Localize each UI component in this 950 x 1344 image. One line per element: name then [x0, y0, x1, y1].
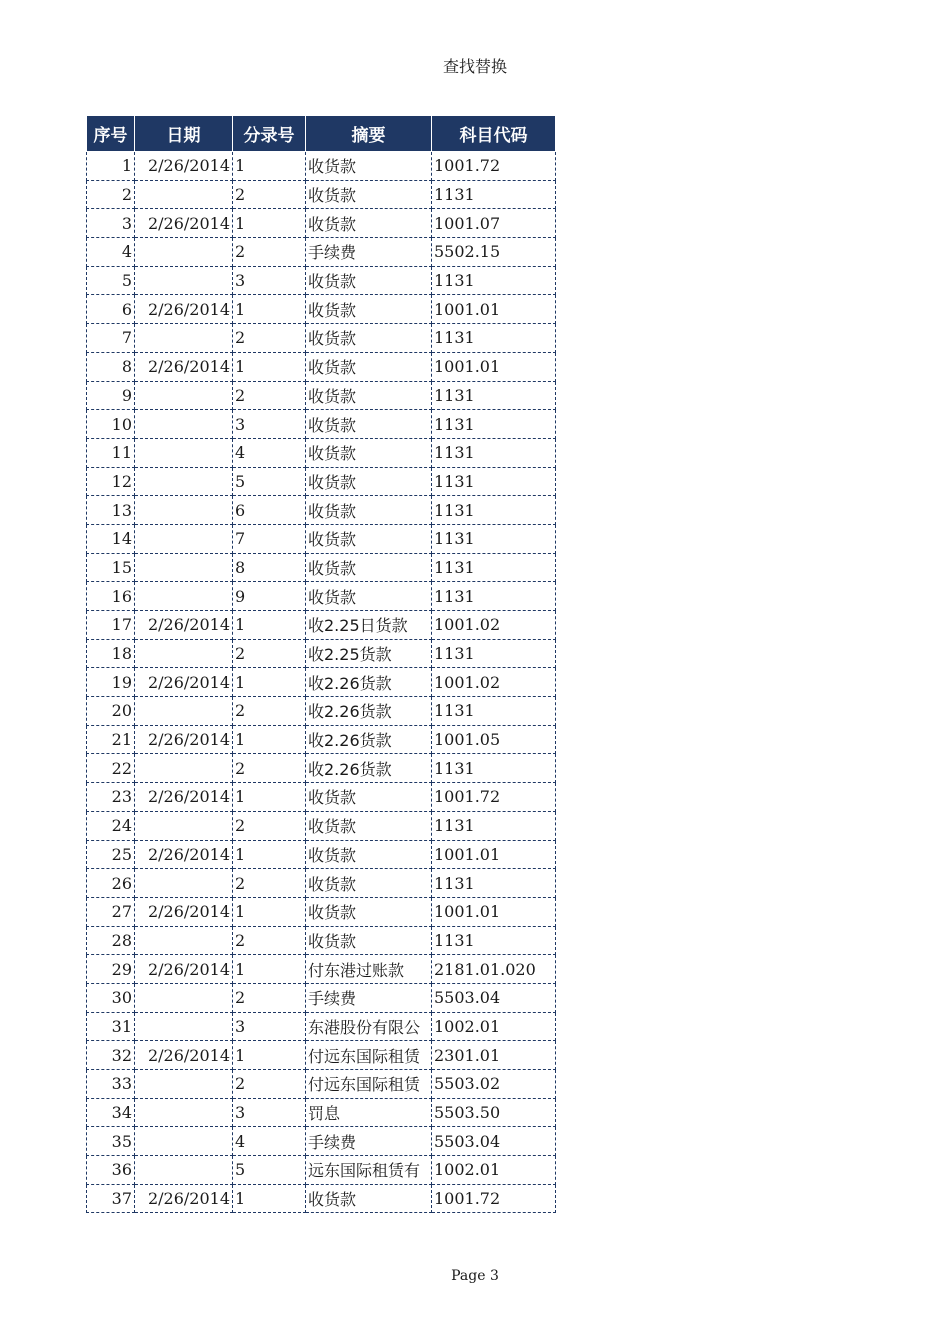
cell-entry-no[interactable]: 5: [233, 467, 306, 496]
cell-account-code[interactable]: 5503.04: [432, 1127, 556, 1156]
cell-summary[interactable]: 罚息: [306, 1098, 432, 1127]
cell-index[interactable]: 5: [87, 266, 135, 295]
table-row: [87, 238, 556, 267]
cell-date[interactable]: [135, 410, 233, 439]
table-body: [87, 152, 556, 1213]
cell-index[interactable]: 24: [87, 811, 135, 840]
table-row: [87, 639, 556, 668]
table-row: [87, 783, 556, 812]
cell-account-code[interactable]: 1131: [432, 496, 556, 525]
table-row: [87, 983, 556, 1012]
cell-entry-no[interactable]: 4: [233, 1127, 306, 1156]
cell-account-code[interactable]: 5503.04: [432, 983, 556, 1012]
cell-index[interactable]: 14: [87, 524, 135, 553]
cell-date[interactable]: [135, 496, 233, 525]
cell-account-code[interactable]: 1131: [432, 553, 556, 582]
cell-entry-no[interactable]: 3: [233, 266, 306, 295]
cell-summary[interactable]: 收货款: [306, 381, 432, 410]
table-row: [87, 668, 556, 697]
cell-summary[interactable]: 东港股份有限公: [306, 1012, 432, 1041]
cell-account-code[interactable]: 5503.50: [432, 1098, 556, 1127]
cell-index[interactable]: 21: [87, 725, 135, 754]
cell-date[interactable]: [135, 266, 233, 295]
cell-index[interactable]: 34: [87, 1098, 135, 1127]
cell-summary[interactable]: 收货款: [306, 926, 432, 955]
cell-index[interactable]: 19: [87, 668, 135, 697]
cell-date[interactable]: 2/26/2014: [135, 897, 233, 926]
cell-account-code[interactable]: 1131: [432, 381, 556, 410]
cell-account-code[interactable]: 1001.05: [432, 725, 556, 754]
cell-summary[interactable]: 收2.25货款: [306, 639, 432, 668]
cell-account-code[interactable]: 5503.02: [432, 1070, 556, 1099]
cell-index[interactable]: 35: [87, 1127, 135, 1156]
cell-summary[interactable]: 收货款: [306, 467, 432, 496]
cell-summary[interactable]: 收货款: [306, 324, 432, 353]
cell-date[interactable]: [135, 467, 233, 496]
cell-entry-no[interactable]: 1: [233, 955, 306, 984]
cell-entry-no[interactable]: 1: [233, 897, 306, 926]
table-row: [87, 352, 556, 381]
cell-entry-no[interactable]: 2: [233, 754, 306, 783]
cell-index[interactable]: 17: [87, 611, 135, 640]
cell-index[interactable]: 8: [87, 352, 135, 381]
cell-account-code[interactable]: 1131: [432, 754, 556, 783]
cell-entry-no[interactable]: 4: [233, 438, 306, 467]
cell-index[interactable]: 12: [87, 467, 135, 496]
table-row: [87, 1184, 556, 1213]
cell-date[interactable]: [135, 180, 233, 209]
cell-summary[interactable]: 收货款: [306, 811, 432, 840]
cell-date[interactable]: [135, 324, 233, 353]
column-header-summary[interactable]: 摘要: [306, 116, 432, 152]
table-row: [87, 926, 556, 955]
cell-entry-no[interactable]: 1: [233, 783, 306, 812]
cell-date[interactable]: 2/26/2014: [135, 209, 233, 238]
cell-date[interactable]: [135, 869, 233, 898]
cell-entry-no[interactable]: 2: [233, 926, 306, 955]
cell-index[interactable]: 37: [87, 1184, 135, 1213]
cell-date[interactable]: [135, 1098, 233, 1127]
table-row: [87, 582, 556, 611]
cell-index[interactable]: 31: [87, 1012, 135, 1041]
cell-account-code[interactable]: 1001.07: [432, 209, 556, 238]
cell-index[interactable]: 30: [87, 983, 135, 1012]
cell-summary[interactable]: 收货款: [306, 897, 432, 926]
cell-entry-no[interactable]: 2: [233, 324, 306, 353]
cell-date[interactable]: [135, 983, 233, 1012]
cell-summary[interactable]: 收货款: [306, 438, 432, 467]
cell-date[interactable]: [135, 582, 233, 611]
table-row: [87, 467, 556, 496]
cell-entry-no[interactable]: 2: [233, 983, 306, 1012]
cell-index[interactable]: 11: [87, 438, 135, 467]
cell-summary[interactable]: 手续费: [306, 238, 432, 267]
cell-summary[interactable]: 付东港过账款: [306, 955, 432, 984]
cell-account-code[interactable]: 1131: [432, 524, 556, 553]
cell-summary[interactable]: 收货款: [306, 152, 432, 181]
cell-summary[interactable]: 收货款: [306, 840, 432, 869]
cell-account-code[interactable]: 1131: [432, 869, 556, 898]
cell-index[interactable]: 28: [87, 926, 135, 955]
table-row: [87, 611, 556, 640]
cell-date[interactable]: [135, 1127, 233, 1156]
cell-account-code[interactable]: 1001.02: [432, 611, 556, 640]
table-row: [87, 725, 556, 754]
cell-entry-no[interactable]: 5: [233, 1156, 306, 1185]
cell-entry-no[interactable]: 6: [233, 496, 306, 525]
cell-summary[interactable]: 手续费: [306, 983, 432, 1012]
cell-entry-no[interactable]: 8: [233, 553, 306, 582]
cell-date[interactable]: 2/26/2014: [135, 352, 233, 381]
cell-entry-no[interactable]: 1: [233, 725, 306, 754]
cell-summary[interactable]: 收货款: [306, 496, 432, 525]
cell-date[interactable]: [135, 1156, 233, 1185]
cell-entry-no[interactable]: 7: [233, 524, 306, 553]
cell-summary[interactable]: 收货款: [306, 266, 432, 295]
cell-date[interactable]: 2/26/2014: [135, 611, 233, 640]
cell-account-code[interactable]: 1001.01: [432, 352, 556, 381]
cell-entry-no[interactable]: 3: [233, 410, 306, 439]
cell-date[interactable]: 2/26/2014: [135, 152, 233, 181]
cell-summary[interactable]: 收2.26货款: [306, 725, 432, 754]
cell-index[interactable]: 36: [87, 1156, 135, 1185]
cell-account-code[interactable]: 5502.15: [432, 238, 556, 267]
cell-index[interactable]: 20: [87, 697, 135, 726]
cell-account-code[interactable]: 1001.72: [432, 1184, 556, 1213]
cell-account-code[interactable]: 1001.01: [432, 897, 556, 926]
cell-summary[interactable]: 收货款: [306, 180, 432, 209]
cell-account-code[interactable]: 1002.01: [432, 1156, 556, 1185]
table-row: [87, 410, 556, 439]
cell-account-code[interactable]: 1131: [432, 697, 556, 726]
cell-index[interactable]: 6: [87, 295, 135, 324]
cell-entry-no[interactable]: 1: [233, 152, 306, 181]
cell-index[interactable]: 23: [87, 783, 135, 812]
table-row: [87, 266, 556, 295]
cell-date[interactable]: [135, 1070, 233, 1099]
table-row: [87, 1127, 556, 1156]
cell-account-code[interactable]: 1131: [432, 926, 556, 955]
cell-index[interactable]: 13: [87, 496, 135, 525]
cell-date[interactable]: [135, 811, 233, 840]
cell-date[interactable]: [135, 438, 233, 467]
cell-entry-no[interactable]: 2: [233, 639, 306, 668]
table-row: [87, 869, 556, 898]
table-row: [87, 295, 556, 324]
cell-account-code[interactable]: 1131: [432, 582, 556, 611]
cell-date[interactable]: 2/26/2014: [135, 668, 233, 697]
cell-date[interactable]: [135, 238, 233, 267]
cell-account-code[interactable]: 1131: [432, 266, 556, 295]
table-row: [87, 1041, 556, 1070]
cell-index[interactable]: 22: [87, 754, 135, 783]
cell-summary[interactable]: 收货款: [306, 524, 432, 553]
cell-date[interactable]: 2/26/2014: [135, 1041, 233, 1070]
cell-account-code[interactable]: 1002.01: [432, 1012, 556, 1041]
cell-index[interactable]: 10: [87, 410, 135, 439]
cell-index[interactable]: 29: [87, 955, 135, 984]
cell-entry-no[interactable]: 2: [233, 1070, 306, 1099]
cell-entry-no[interactable]: 3: [233, 1098, 306, 1127]
journal-table: [86, 115, 556, 1213]
cell-date[interactable]: 2/26/2014: [135, 783, 233, 812]
cell-summary[interactable]: 收货款: [306, 352, 432, 381]
table-header: [87, 116, 556, 152]
cell-entry-no[interactable]: 3: [233, 1012, 306, 1041]
table-row: [87, 524, 556, 553]
cell-entry-no[interactable]: 1: [233, 352, 306, 381]
cell-summary[interactable]: 远东国际租赁有: [306, 1156, 432, 1185]
cell-entry-no[interactable]: 2: [233, 381, 306, 410]
cell-summary[interactable]: 收货款: [306, 869, 432, 898]
table-row: [87, 209, 556, 238]
cell-date[interactable]: [135, 524, 233, 553]
cell-account-code[interactable]: 1001.01: [432, 295, 556, 324]
table-row: [87, 438, 556, 467]
cell-index[interactable]: 27: [87, 897, 135, 926]
column-header-account-code[interactable]: 科目代码: [432, 116, 556, 152]
table-row: [87, 754, 556, 783]
column-header-entry-no[interactable]: 分录号: [233, 116, 306, 152]
cell-date[interactable]: [135, 754, 233, 783]
cell-index[interactable]: 33: [87, 1070, 135, 1099]
cell-account-code[interactable]: 1131: [432, 410, 556, 439]
cell-account-code[interactable]: 1001.72: [432, 783, 556, 812]
cell-entry-no[interactable]: 1: [233, 840, 306, 869]
column-header-index[interactable]: 序号: [87, 116, 135, 152]
cell-entry-no[interactable]: 1: [233, 611, 306, 640]
cell-entry-no[interactable]: 2: [233, 238, 306, 267]
cell-summary[interactable]: 手续费: [306, 1127, 432, 1156]
cell-summary[interactable]: 收货款: [306, 553, 432, 582]
cell-index[interactable]: 2: [87, 180, 135, 209]
table-row: [87, 553, 556, 582]
table-row: [87, 1156, 556, 1185]
cell-summary[interactable]: 收2.25日货款: [306, 611, 432, 640]
table-row: [87, 1070, 556, 1099]
cell-account-code[interactable]: 1131: [432, 180, 556, 209]
cell-date[interactable]: 2/26/2014: [135, 1184, 233, 1213]
cell-date[interactable]: [135, 381, 233, 410]
cell-account-code[interactable]: 1001.02: [432, 668, 556, 697]
table-row: [87, 381, 556, 410]
cell-entry-no[interactable]: 1: [233, 209, 306, 238]
cell-account-code[interactable]: 2301.01: [432, 1041, 556, 1070]
cell-summary[interactable]: 付远东国际租赁: [306, 1070, 432, 1099]
table-row: [87, 180, 556, 209]
cell-date[interactable]: 2/26/2014: [135, 295, 233, 324]
page-number: Page 3: [451, 1268, 499, 1284]
cell-index[interactable]: 26: [87, 869, 135, 898]
table-row: [87, 955, 556, 984]
cell-date[interactable]: [135, 926, 233, 955]
cell-account-code[interactable]: 1001.72: [432, 152, 556, 181]
table-row: [87, 324, 556, 353]
cell-entry-no[interactable]: 2: [233, 869, 306, 898]
column-header-date[interactable]: 日期: [135, 116, 233, 152]
cell-index[interactable]: 18: [87, 639, 135, 668]
table-row: [87, 496, 556, 525]
cell-account-code[interactable]: 2181.01.020: [432, 955, 556, 984]
cell-index[interactable]: 25: [87, 840, 135, 869]
cell-entry-no[interactable]: 2: [233, 811, 306, 840]
cell-summary[interactable]: 收货款: [306, 209, 432, 238]
cell-entry-no[interactable]: 1: [233, 295, 306, 324]
table-row: [87, 697, 556, 726]
cell-entry-no[interactable]: 1: [233, 1041, 306, 1070]
cell-index[interactable]: 3: [87, 209, 135, 238]
cell-index[interactable]: 16: [87, 582, 135, 611]
cell-account-code[interactable]: 1131: [432, 639, 556, 668]
cell-index[interactable]: 7: [87, 324, 135, 353]
cell-index[interactable]: 15: [87, 553, 135, 582]
cell-date[interactable]: 2/26/2014: [135, 840, 233, 869]
cell-summary[interactable]: 收2.26货款: [306, 754, 432, 783]
cell-summary[interactable]: 付远东国际租赁: [306, 1041, 432, 1070]
cell-date[interactable]: [135, 553, 233, 582]
cell-index[interactable]: 1: [87, 152, 135, 181]
page-title: 查找替换: [442, 57, 507, 76]
cell-entry-no[interactable]: 1: [233, 668, 306, 697]
cell-summary[interactable]: 收2.26货款: [306, 668, 432, 697]
cell-date[interactable]: 2/26/2014: [135, 955, 233, 984]
cell-summary[interactable]: 收2.26货款: [306, 697, 432, 726]
cell-account-code[interactable]: 1131: [432, 324, 556, 353]
cell-date[interactable]: [135, 1012, 233, 1041]
cell-account-code[interactable]: 1131: [432, 438, 556, 467]
table-row: [87, 152, 556, 181]
table-row: [87, 1098, 556, 1127]
cell-entry-no[interactable]: 2: [233, 697, 306, 726]
cell-account-code[interactable]: 1131: [432, 811, 556, 840]
cell-entry-no[interactable]: 1: [233, 1184, 306, 1213]
cell-summary[interactable]: 收货款: [306, 1184, 432, 1213]
table-row: [87, 1012, 556, 1041]
cell-date[interactable]: [135, 697, 233, 726]
table-row: [87, 811, 556, 840]
cell-summary[interactable]: 收货款: [306, 582, 432, 611]
cell-entry-no[interactable]: 2: [233, 180, 306, 209]
cell-index[interactable]: 9: [87, 381, 135, 410]
cell-account-code[interactable]: 1001.01: [432, 840, 556, 869]
cell-date[interactable]: [135, 639, 233, 668]
cell-index[interactable]: 32: [87, 1041, 135, 1070]
cell-summary[interactable]: 收货款: [306, 295, 432, 324]
cell-entry-no[interactable]: 9: [233, 582, 306, 611]
cell-date[interactable]: 2/26/2014: [135, 725, 233, 754]
header-row: [87, 116, 556, 152]
cell-index[interactable]: 4: [87, 238, 135, 267]
table-row: [87, 840, 556, 869]
cell-summary[interactable]: 收货款: [306, 783, 432, 812]
cell-account-code[interactable]: 1131: [432, 467, 556, 496]
table-row: [87, 897, 556, 926]
cell-summary[interactable]: 收货款: [306, 410, 432, 439]
